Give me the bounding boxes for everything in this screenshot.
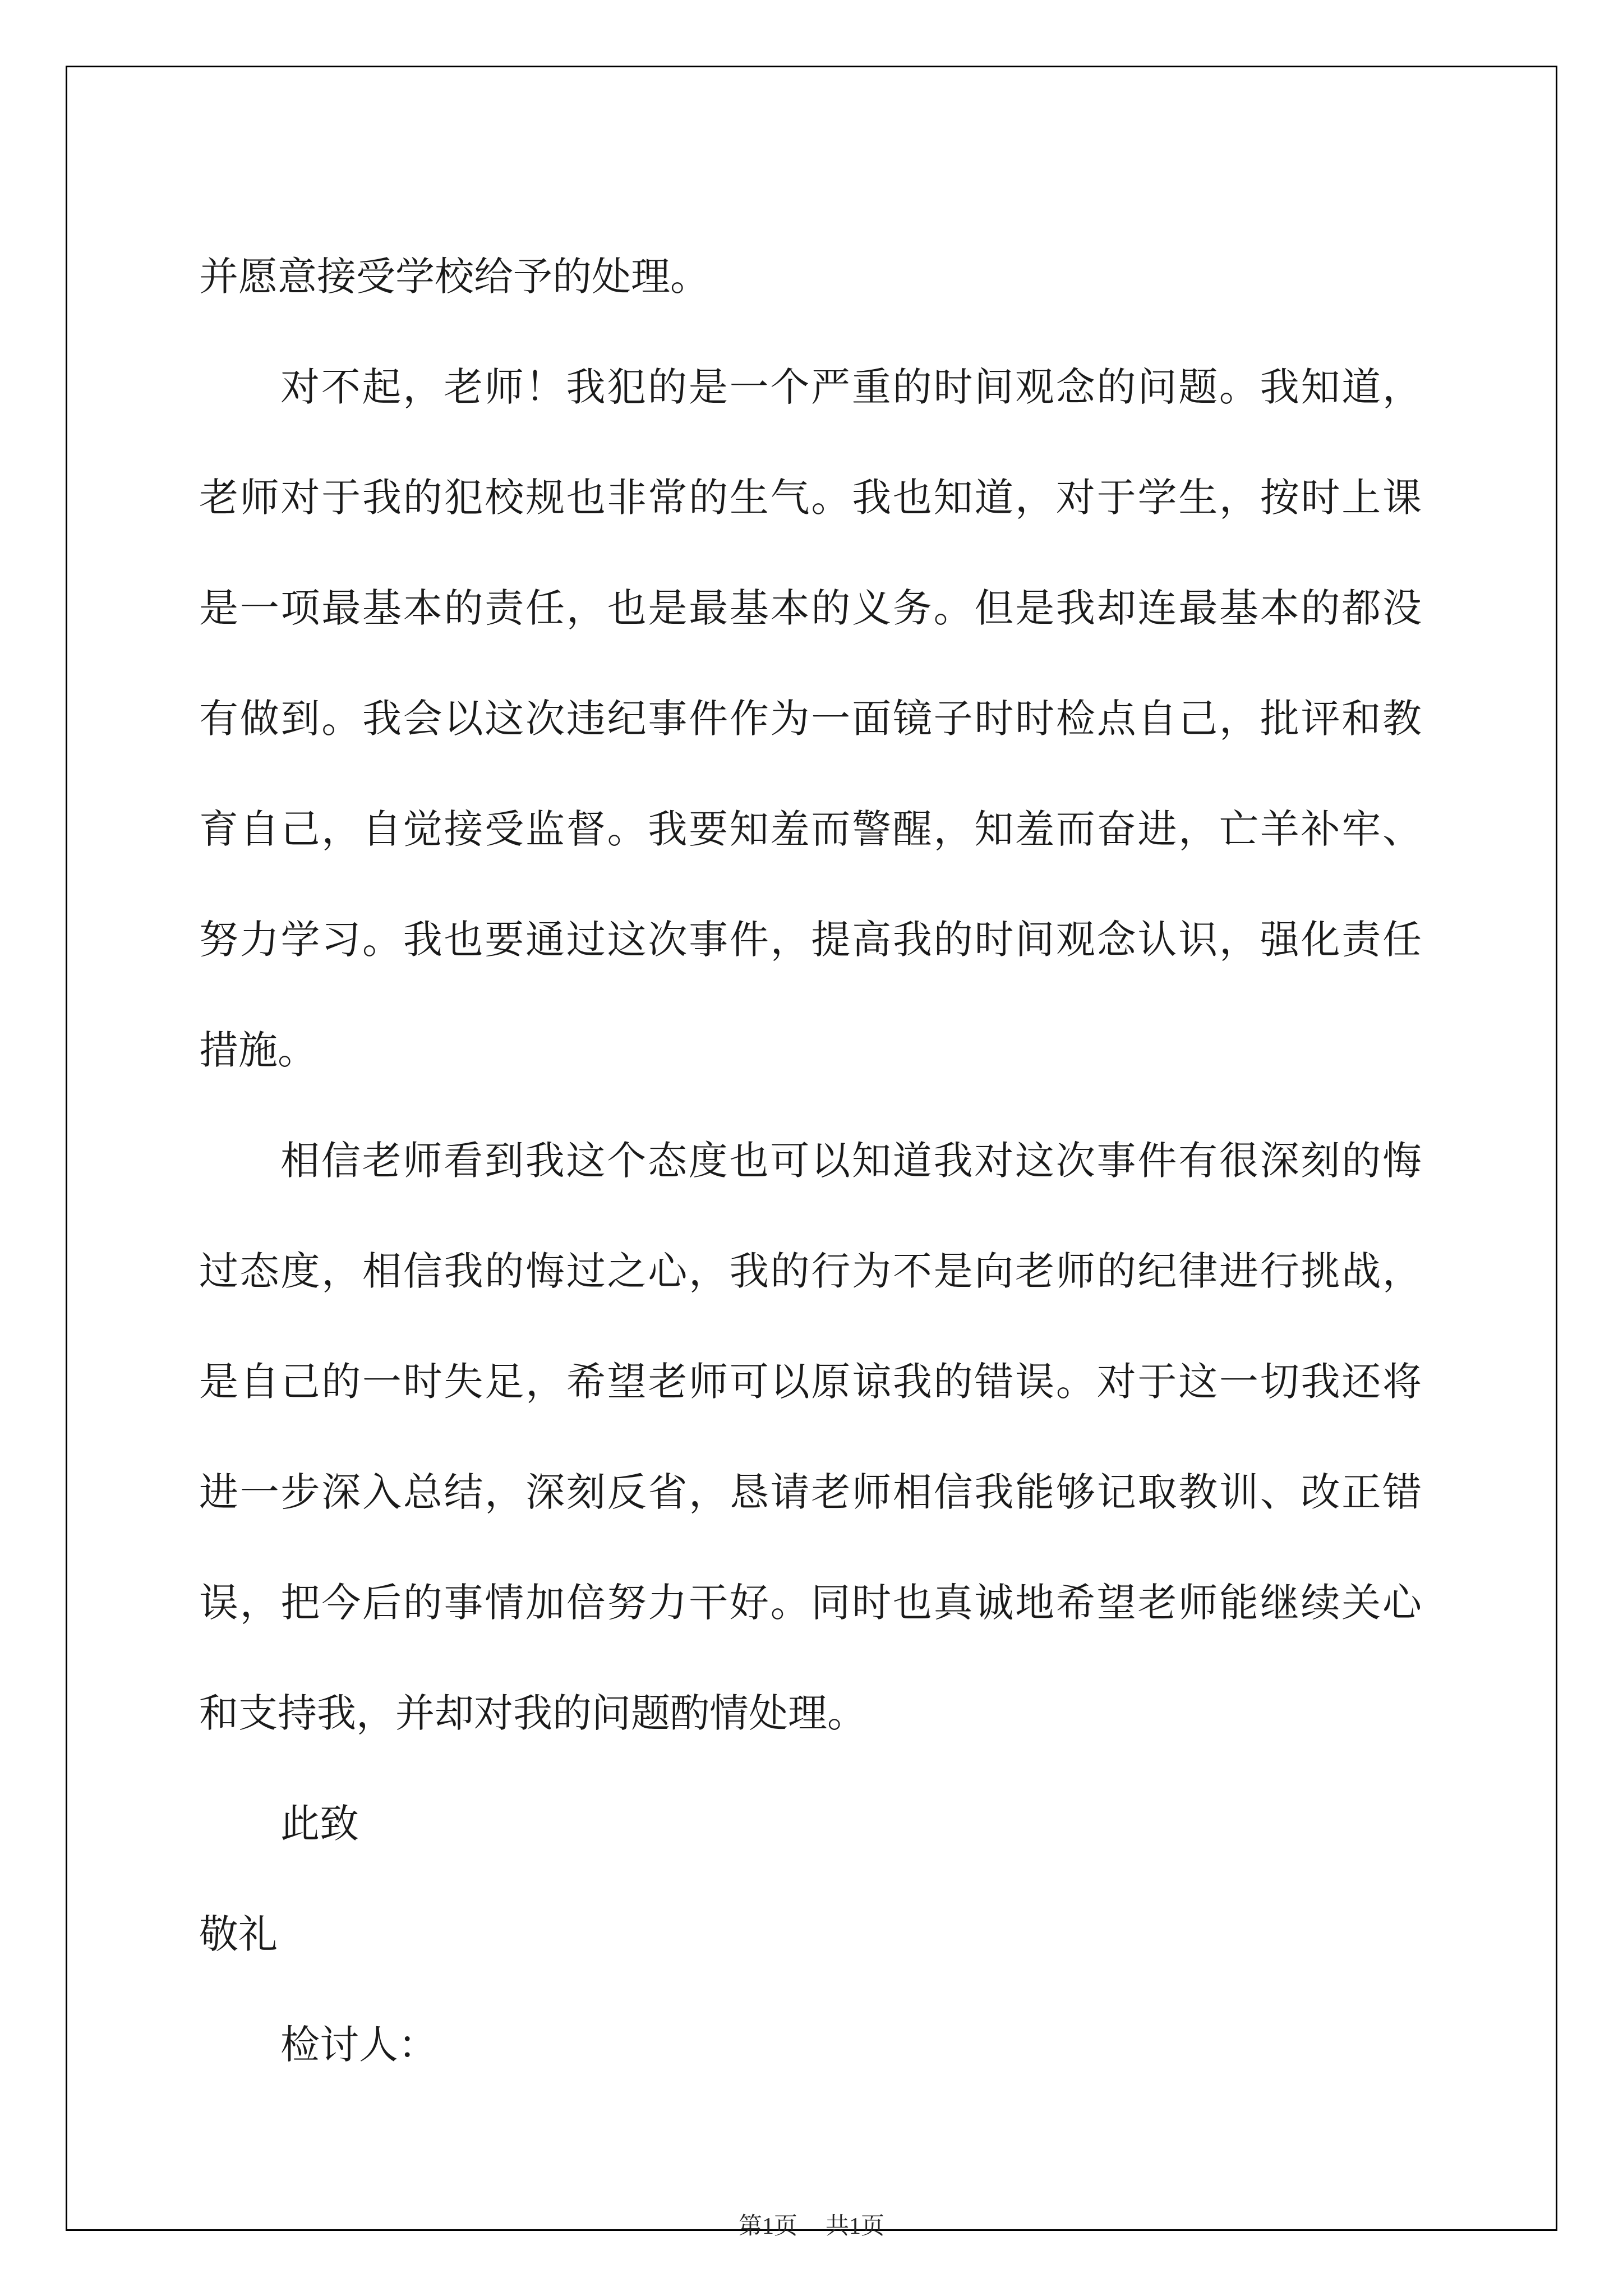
text-line: 是自己的一时失足，希望老师可以原谅我的错误。对于这一切我还将 <box>199 1359 1422 1405</box>
text-line: 努力学习。我也要通过这次事件，提高我的时间观念认识，强化责任 <box>199 917 1422 963</box>
text-line: 措施。 <box>199 1027 317 1073</box>
text-line: 有做到。我会以这次违纪事件作为一面镜子时时检点自己，批评和教 <box>199 696 1422 742</box>
letter-body <box>199 222 1422 2100</box>
page-total: 共1页 <box>826 2214 885 2239</box>
paragraph-start-line: 对不起，老师！我犯的是一个严重的时间观念的问题。我知道， <box>280 364 1422 410</box>
text-line: 进一步深入总结，深刻反省，恳请老师相信我能够记取教训、改正错 <box>199 1469 1422 1515</box>
text-line: 过态度，相信我的悔过之心，我的行为不是向老师的纪律进行挑战， <box>199 1248 1422 1294</box>
text-line: 育自己，自觉接受监督。我要知羞而警醒，知羞而奋进，亡羊补牢、 <box>199 806 1422 852</box>
page-number: 第1页 <box>738 2214 797 2239</box>
text-line: 和支持我，并却对我的问题酌情处理。 <box>199 1690 866 1736</box>
text-line: 误，把今后的事情加倍努力干好。同时也真诚地希望老师能继续关心 <box>199 1580 1422 1626</box>
signature-label: 检讨人： <box>280 2022 437 2068</box>
paragraph-start-line: 相信老师看到我这个态度也可以知道我对这次事件有很深刻的悔 <box>280 1138 1422 1184</box>
closing-phrase: 此致 <box>280 1801 359 1847</box>
text-line: 老师对于我的犯校规也非常的生气。我也知道，对于学生，按时上课 <box>199 475 1422 521</box>
text-line: 并愿意接受学校给予的处理。 <box>199 254 709 300</box>
page-footer <box>0 2207 1623 2241</box>
text-line: 是一项最基本的责任，也是最基本的义务。但是我却连最基本的都没 <box>199 585 1422 631</box>
salutation: 敬礼 <box>199 1911 278 1957</box>
